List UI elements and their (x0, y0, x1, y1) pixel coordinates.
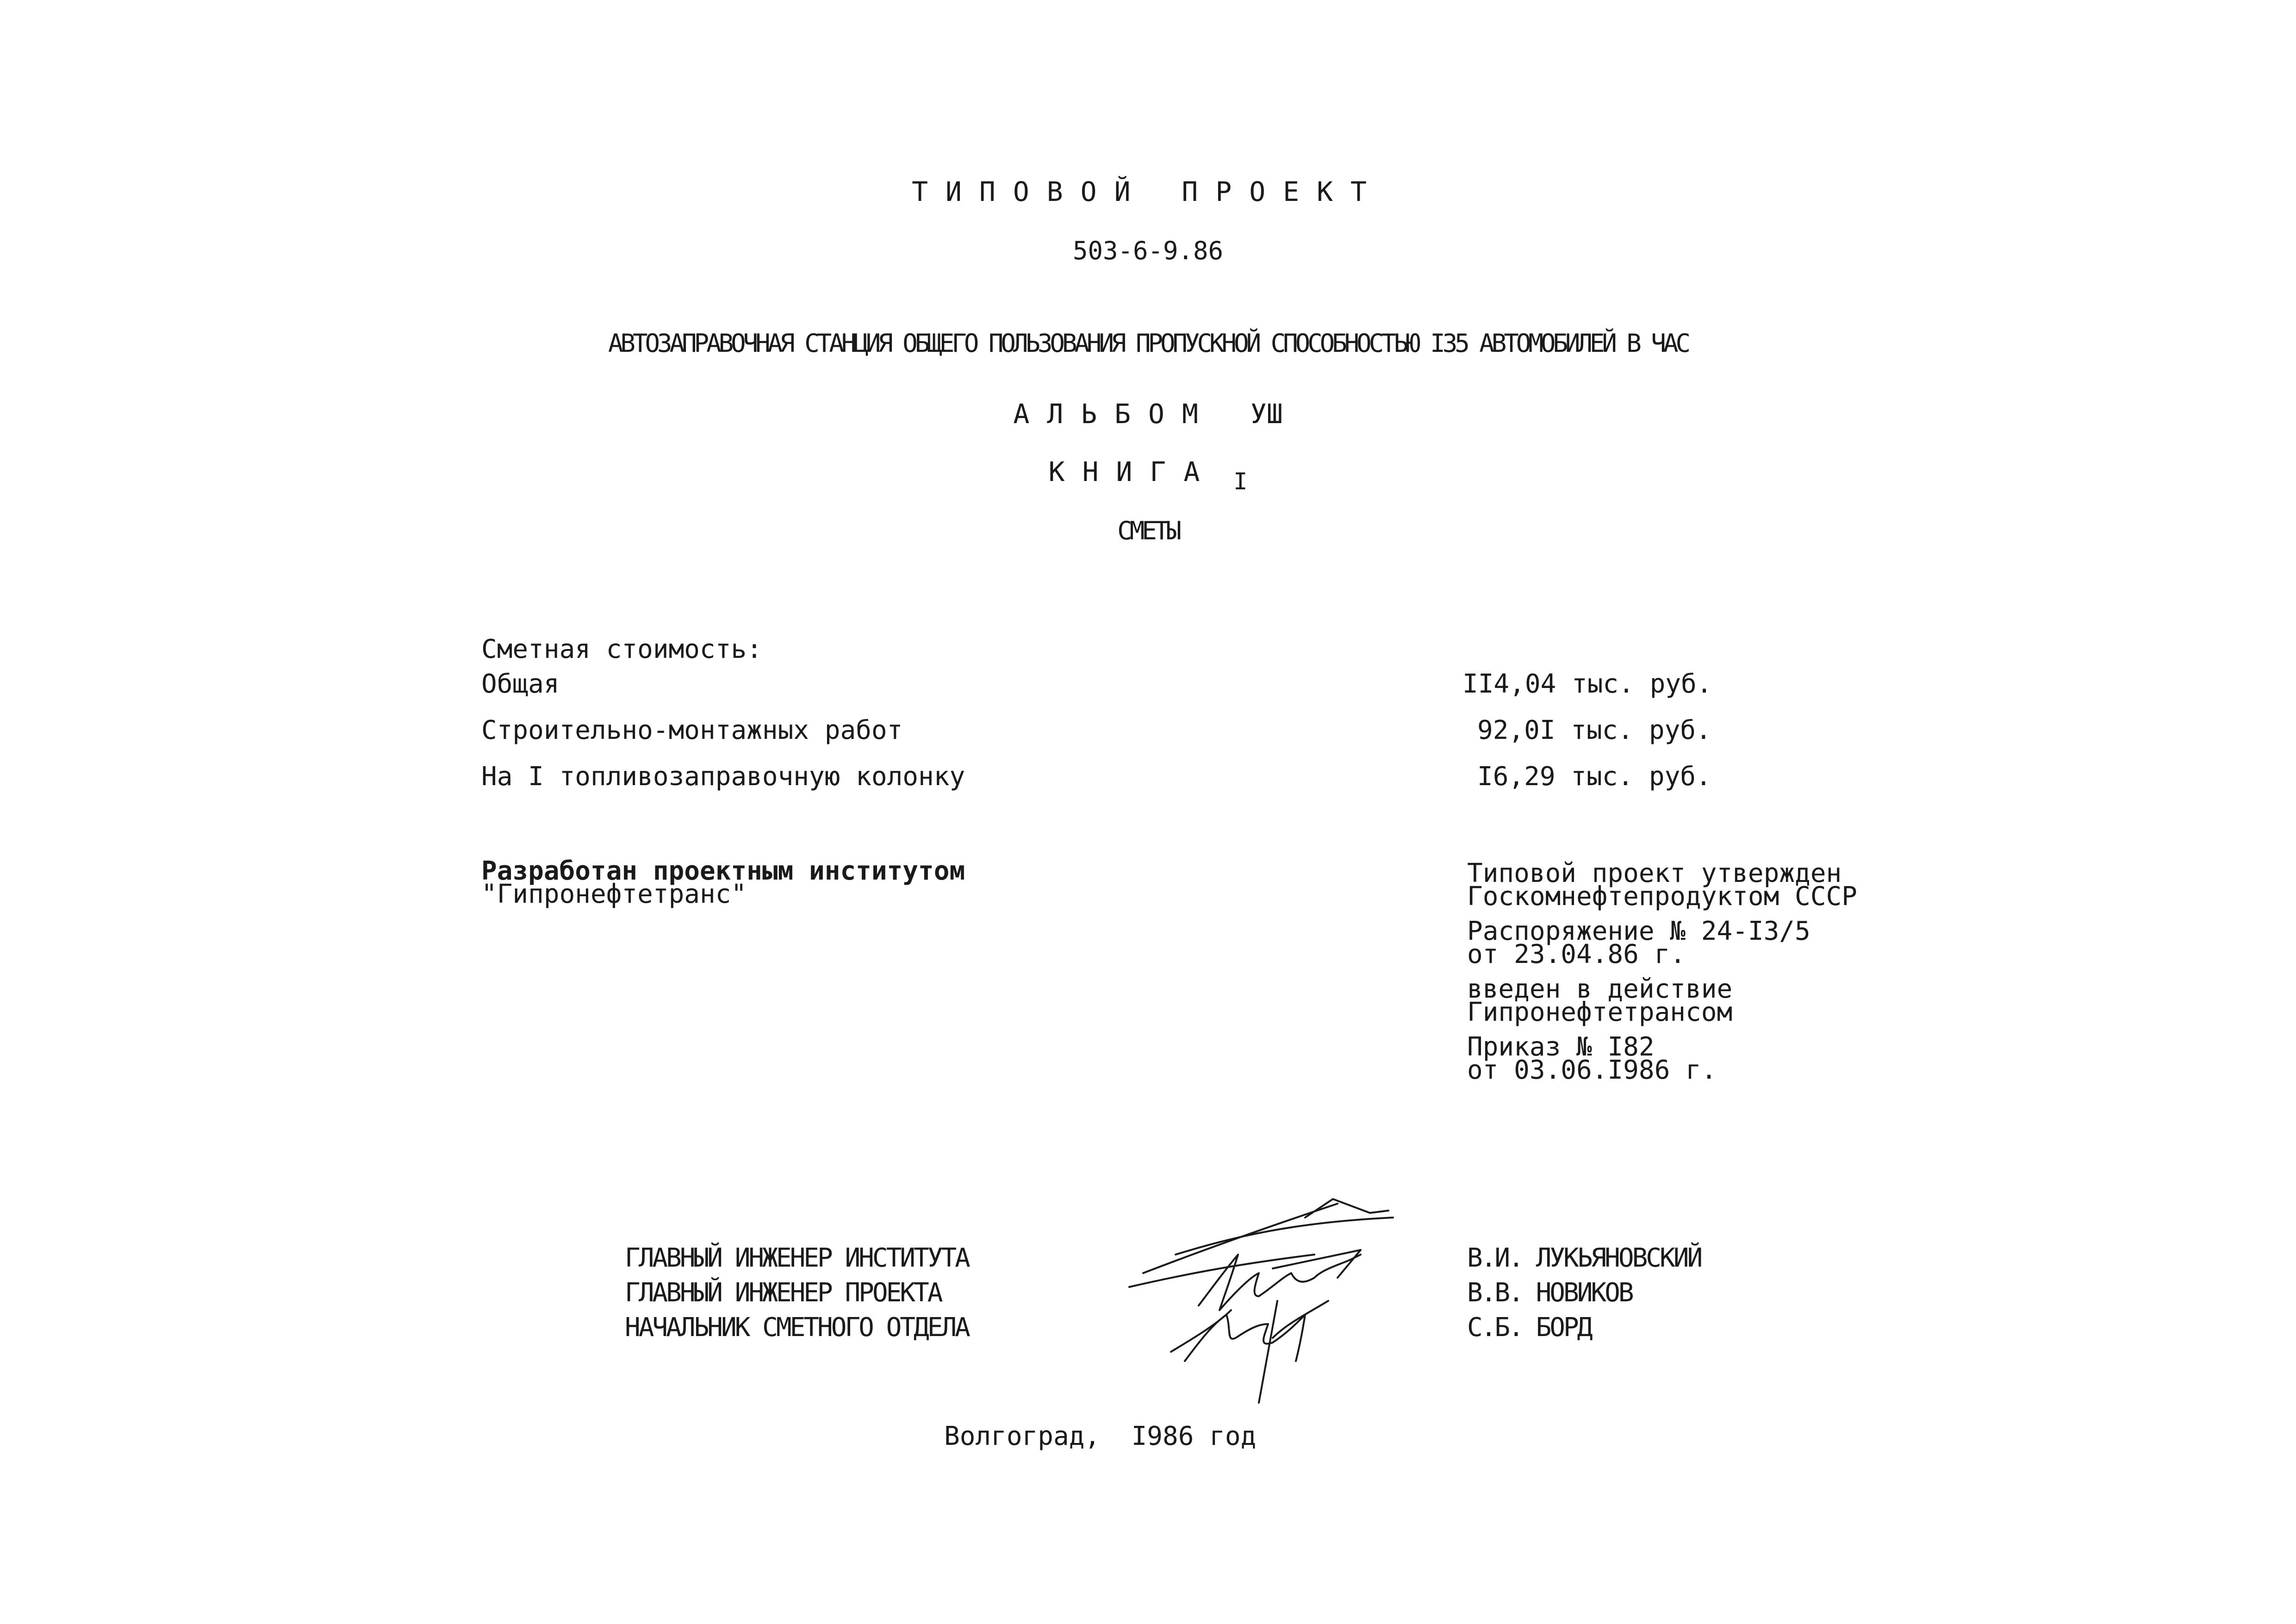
cost-row-label: На I топливозаправочную колонку (481, 762, 965, 792)
developer-institute: "Гипронефтетранс" (481, 879, 747, 909)
signatory-name: С.Б. БОРД (1467, 1312, 1591, 1343)
cost-row-value: II4,04 тыс. руб. (1462, 669, 1712, 699)
cost-row-value: 92,0I тыс. руб. (1477, 715, 1711, 745)
album-number: УШ (1250, 398, 1283, 430)
handwritten-signatures (1120, 1185, 1416, 1407)
signature-stroke (1273, 1250, 1361, 1278)
signatory-name: В.В. НОВИКОВ (1467, 1278, 1632, 1308)
signatory-name: В.И. ЛУКЬЯНОВСКИЙ (1467, 1243, 1701, 1273)
approval-line: Гипронефтетрансом (1467, 997, 1733, 1027)
book-label: КНИГА (1048, 456, 1218, 487)
approval-line: от 23.04.86 г. (1467, 939, 1686, 969)
doc-type-heading: ТИПОВОЙ ПРОЕКТ (912, 176, 1384, 207)
developer-line: Разработан проектным институтом (481, 856, 965, 886)
book-number: I (1233, 468, 1248, 495)
cost-heading: Сметная стоимость: (481, 634, 762, 664)
approval-line: Приказ № I82 (1467, 1032, 1655, 1062)
signature-stroke (1305, 1199, 1388, 1218)
cost-row-label: Строительно-монтажных работ (481, 715, 903, 745)
approval-line: Типовой проект утвержден (1467, 858, 1842, 888)
album-line (0, 398, 2296, 430)
signature-stroke (1143, 1204, 1338, 1273)
section-title: СМЕТЫ (1117, 516, 1179, 545)
cost-row-value: I6,29 тыс. руб. (1477, 762, 1711, 792)
signatory-title: ГЛАВНЫЙ ИНЖЕНЕР ПРОЕКТА (625, 1278, 941, 1308)
signature-stroke (1259, 1301, 1277, 1403)
signature-stroke (1185, 1315, 1305, 1361)
signatory-title: НАЧАЛЬНИК СМЕТНОГО ОТДЕЛА (625, 1312, 969, 1343)
approval-line: Распоряжение № 24-I3/5 (1467, 916, 1811, 946)
project-number: 503-6-9.86 (1072, 236, 1224, 265)
cost-row-label: Общая (481, 669, 560, 699)
album-label: АЛЬБОМ (1013, 398, 1216, 430)
approval-line: введен в действие (1467, 974, 1733, 1004)
signature-stroke (1171, 1310, 1231, 1352)
signatory-title: ГЛАВНЫЙ ИНЖЕНЕР ИНСТИТУТА (625, 1243, 969, 1273)
signature-stroke (1129, 1255, 1314, 1287)
approval-line: Госкомнефтепродуктом СССР (1467, 881, 1857, 912)
approval-line: от 03.06.I986 г. (1467, 1055, 1717, 1085)
signature-stroke (1199, 1255, 1361, 1310)
book-line (0, 456, 2296, 495)
place-year: Волгоград, I986 год (944, 1421, 1257, 1451)
project-title: АВТОЗАПРАВОЧНАЯ СТАНЦИЯ ОБЩЕГО ПОЛЬЗОВАНИЯ ПРОПУСКНОЙ СПОСОБНОСТЬЮ I35 АВТОМОБИЛЕЙ В ЧАС (608, 329, 1688, 358)
